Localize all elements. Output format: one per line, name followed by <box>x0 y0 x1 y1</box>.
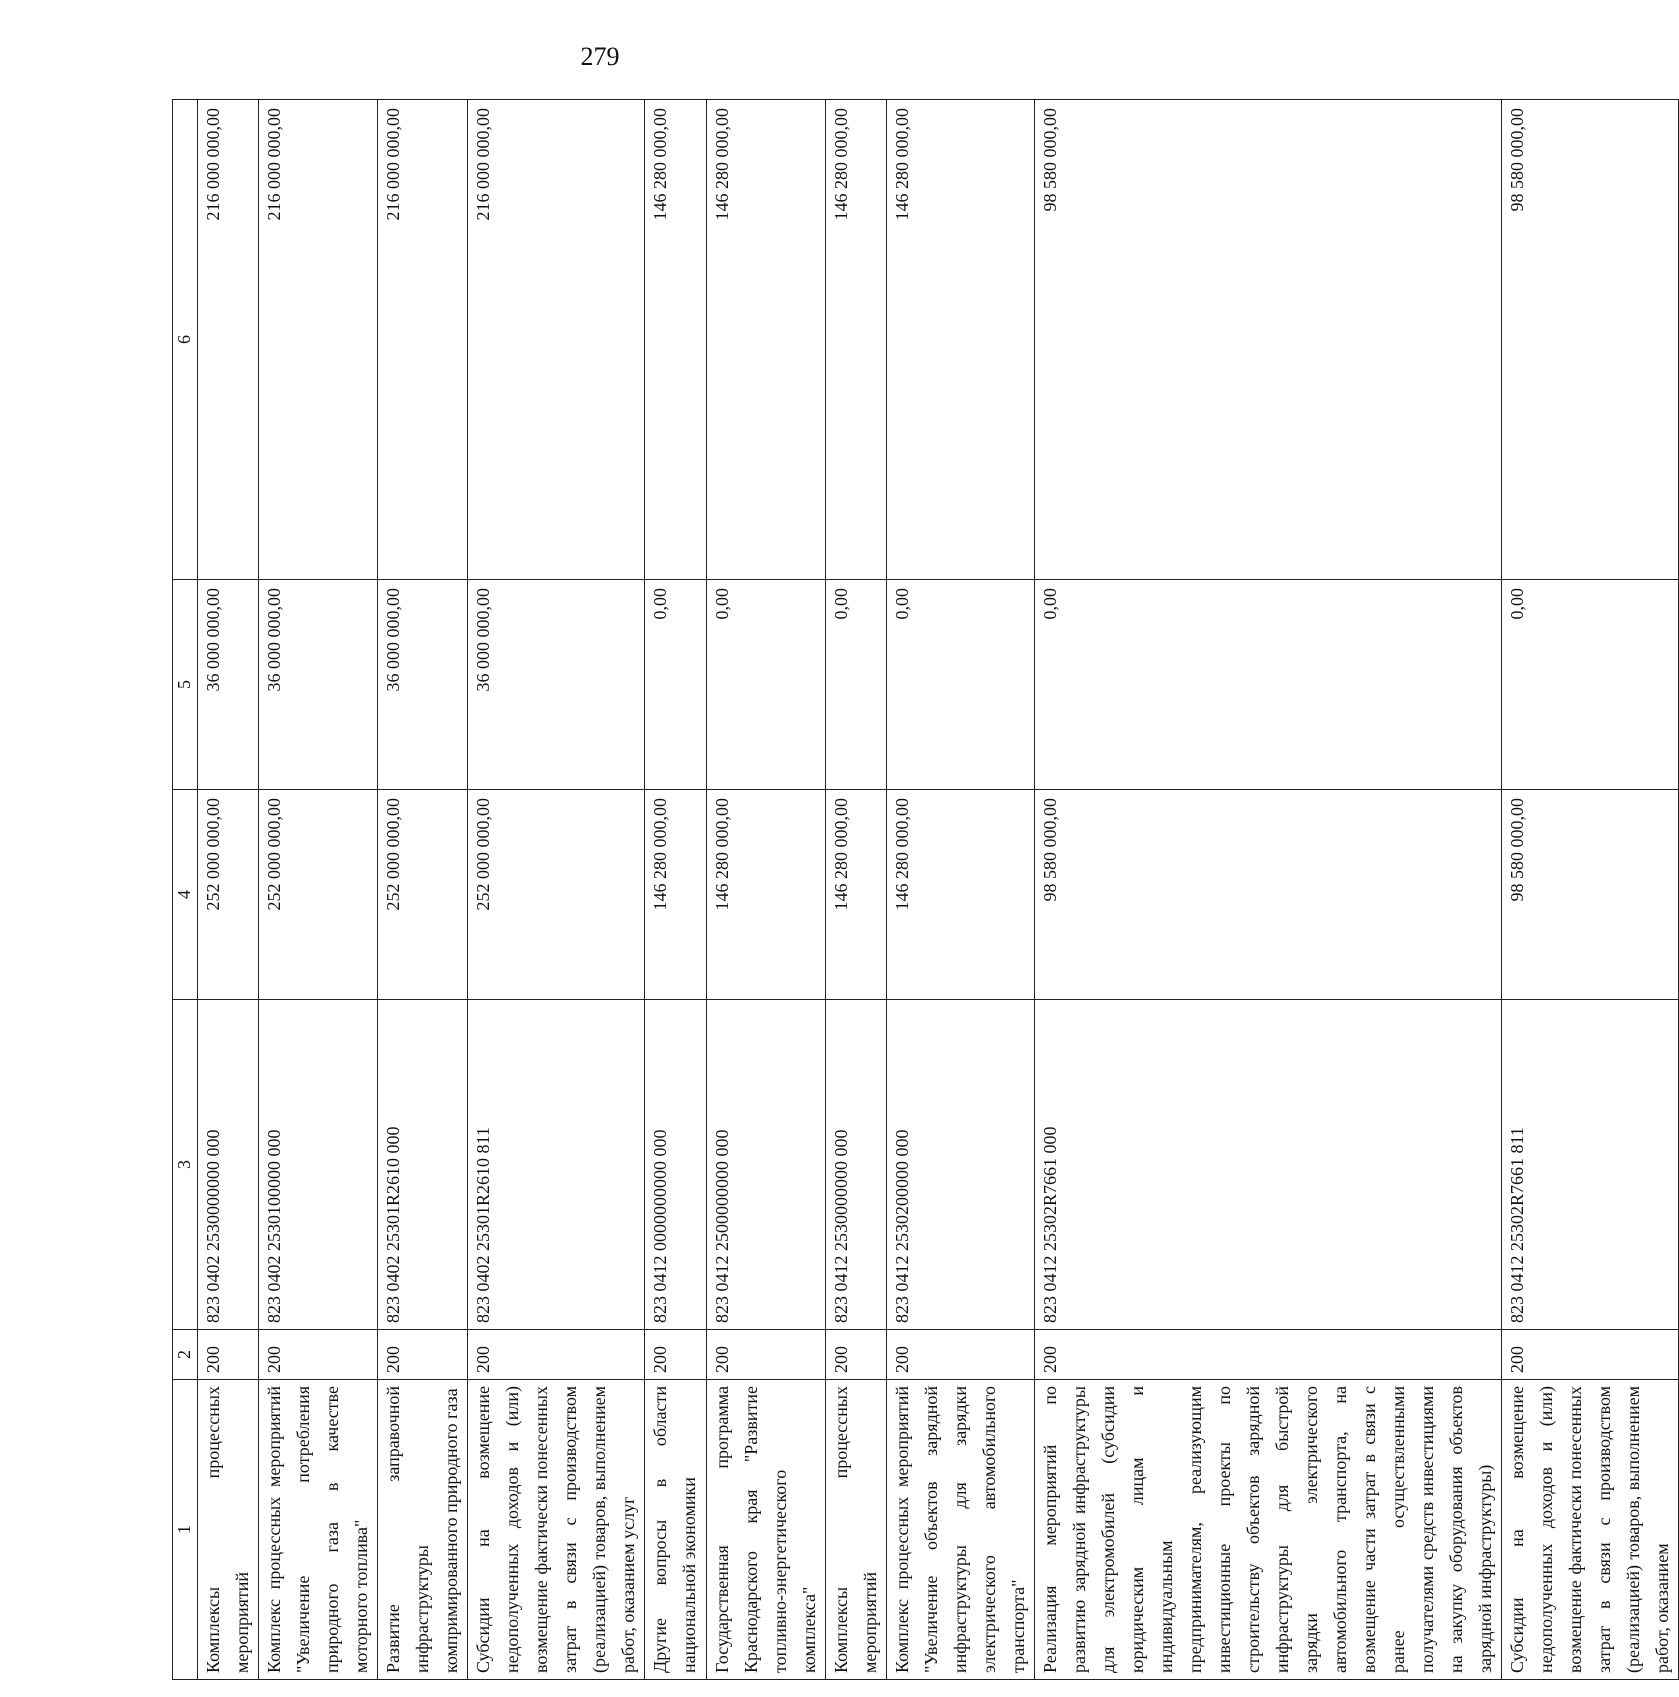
row-amount-6: 146 280 000,00 <box>707 100 826 580</box>
row-name: Субсидии на возмещение недополученных доходов и (или) возмещение фактически понесенных затрат в связи с производством (реализацией) товаров, выполнением работ, оказанием услуг <box>468 1380 645 1680</box>
budget-table <box>172 99 1679 1680</box>
header-cell: 3 <box>173 1000 198 1330</box>
table-row <box>826 100 887 1680</box>
table-row <box>468 100 645 1680</box>
row-amount-5: 0,00 <box>1035 580 1502 790</box>
row-amount-5: 0,00 <box>1502 580 1679 790</box>
row-code: 200 <box>468 1330 645 1380</box>
row-name: Развитие заправочной инфраструктуры компримированного природного газа <box>378 1380 468 1680</box>
row-classifier: 823 0402 2530100000 000 <box>259 1000 378 1330</box>
row-amount-6: 216 000 000,00 <box>468 100 645 580</box>
row-classifier: 823 0412 2530000000 000 <box>826 1000 887 1330</box>
header-cell: 2 <box>173 1330 198 1380</box>
row-amount-6: 146 280 000,00 <box>887 100 1035 580</box>
row-classifier: 823 0402 2530000000 000 <box>198 1000 259 1330</box>
row-amount-6: 216 000 000,00 <box>259 100 378 580</box>
row-amount-6: 216 000 000,00 <box>378 100 468 580</box>
row-amount-5: 36 000 000,00 <box>378 580 468 790</box>
table-row <box>378 100 468 1680</box>
row-amount-6: 146 280 000,00 <box>645 100 707 580</box>
row-code: 200 <box>1502 1330 1679 1380</box>
row-amount-5: 36 000 000,00 <box>259 580 378 790</box>
row-name: Комплекс процессных мероприятий "Увеличение потребления природного газа в качестве моторного топлива" <box>259 1380 378 1680</box>
header-row <box>173 100 198 1680</box>
header-cell: 1 <box>173 1380 198 1680</box>
row-name: Субсидии на возмещение недополученных доходов и (или) возмещение фактически понесенных затрат в связи с производством (реализацией) товаров, выполнением работ, оказанием <box>1502 1380 1679 1680</box>
row-code: 200 <box>826 1330 887 1380</box>
table-row <box>259 100 378 1680</box>
row-name: Комплексы процессных мероприятий <box>198 1380 259 1680</box>
row-name: Комплексы процессных мероприятий <box>826 1380 887 1680</box>
row-amount-4: 252 000 000,00 <box>259 790 378 1000</box>
row-name: Реализация мероприятий по развитию зарядной инфраструктуры для электромобилей (субсидии юридическим лицам и индивидуальным предпринимателям, реализующим инвестиционные проекты по строительству объектов зарядной инфраструктуры для быстрой зарядки электрического автомобильного транспорта, на возмещение части затрат в связи с ранее осуществленными получателями средств инвестициями на закупку оборудования объектов зарядной инфраструктуры) <box>1035 1380 1502 1680</box>
row-classifier: 823 0412 25302R7661 000 <box>1035 1000 1502 1330</box>
row-name: Государственная программа Краснодарского края "Развитие топливно-энергетического комплекса" <box>707 1380 826 1680</box>
row-amount-6: 146 280 000,00 <box>826 100 887 580</box>
row-amount-5: 0,00 <box>707 580 826 790</box>
row-amount-6: 98 580 000,00 <box>1035 100 1502 580</box>
row-amount-4: 252 000 000,00 <box>198 790 259 1000</box>
table-row <box>198 100 259 1680</box>
row-classifier: 823 0412 2500000000 000 <box>707 1000 826 1330</box>
header-cell: 5 <box>173 580 198 790</box>
page-number: 279 <box>580 42 620 71</box>
row-code: 200 <box>198 1330 259 1380</box>
row-amount-5: 0,00 <box>645 580 707 790</box>
row-amount-4: 146 280 000,00 <box>645 790 707 1000</box>
row-classifier: 823 0402 25301R2610 811 <box>468 1000 645 1330</box>
table-row <box>645 100 707 1680</box>
table-row <box>707 100 826 1680</box>
row-code: 200 <box>1035 1330 1502 1380</box>
row-classifier: 823 0412 0000000000 000 <box>645 1000 707 1330</box>
row-amount-4: 146 280 000,00 <box>707 790 826 1000</box>
header-cell: 6 <box>173 100 198 580</box>
row-code: 200 <box>259 1330 378 1380</box>
row-amount-4: 146 280 000,00 <box>887 790 1035 1000</box>
row-amount-6: 216 000 000,00 <box>198 100 259 580</box>
row-code: 200 <box>378 1330 468 1380</box>
row-classifier: 823 0412 25302R7661 811 <box>1502 1000 1679 1330</box>
table-row <box>887 100 1035 1680</box>
row-amount-4: 252 000 000,00 <box>468 790 645 1000</box>
table-row <box>1035 100 1502 1680</box>
row-code: 200 <box>887 1330 1035 1380</box>
row-amount-6: 98 580 000,00 <box>1502 100 1679 580</box>
row-amount-4: 146 280 000,00 <box>826 790 887 1000</box>
row-classifier: 823 0412 2530200000 000 <box>887 1000 1035 1330</box>
row-amount-5: 0,00 <box>826 580 887 790</box>
row-name: Комплекс процессных мероприятий "Увеличение объектов зарядной инфраструктуры для зарядки электрического автомобильного транспорта" <box>887 1380 1035 1680</box>
row-amount-4: 252 000 000,00 <box>378 790 468 1000</box>
row-amount-5: 0,00 <box>887 580 1035 790</box>
row-code: 200 <box>645 1330 707 1380</box>
row-classifier: 823 0402 25301R2610 000 <box>378 1000 468 1330</box>
row-amount-5: 36 000 000,00 <box>468 580 645 790</box>
rotated-table-container <box>172 100 1672 1680</box>
table-row <box>1502 100 1679 1680</box>
row-name: Другие вопросы в области национальной экономики <box>645 1380 707 1680</box>
row-amount-4: 98 580 000,00 <box>1035 790 1502 1000</box>
row-amount-4: 98 580 000,00 <box>1502 790 1679 1000</box>
header-cell: 4 <box>173 790 198 1000</box>
row-code: 200 <box>707 1330 826 1380</box>
row-amount-5: 36 000 000,00 <box>198 580 259 790</box>
